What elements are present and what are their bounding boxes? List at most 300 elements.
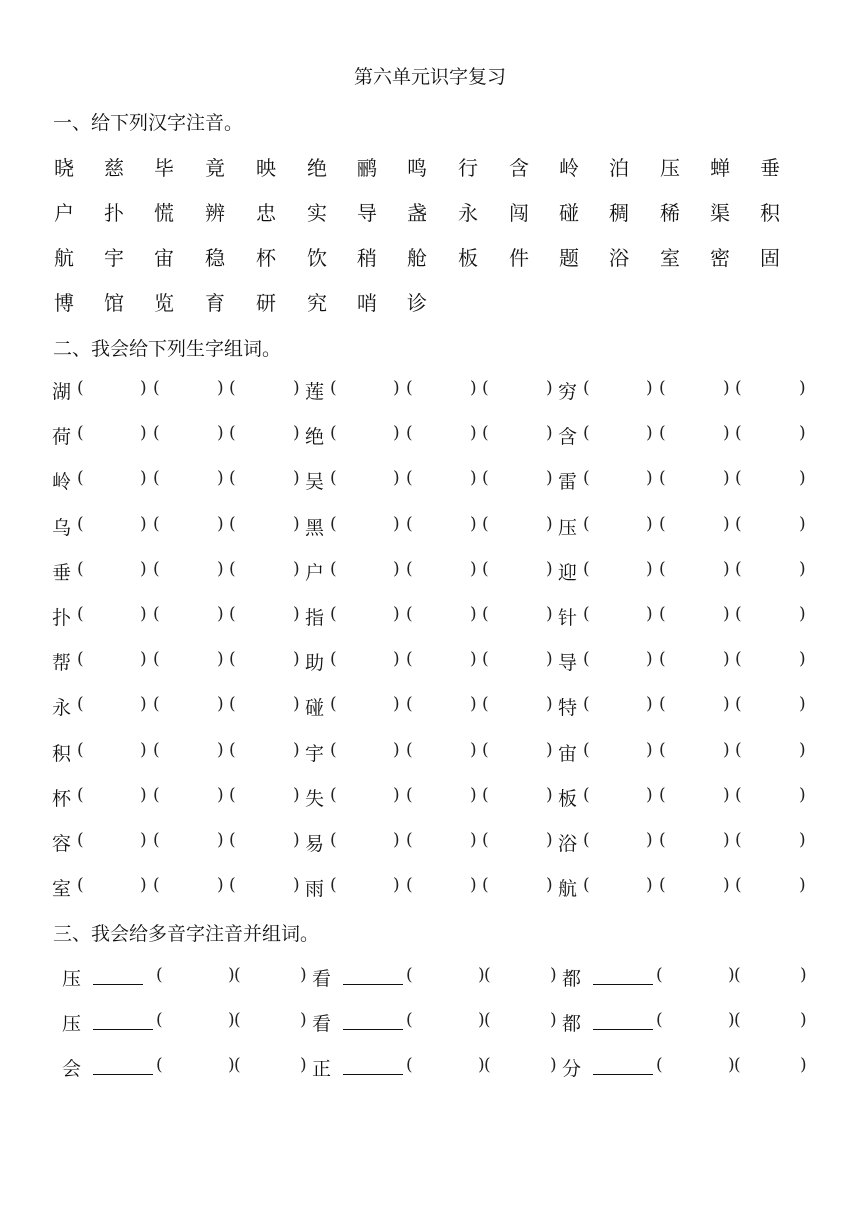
open-paren: ( [482, 830, 489, 850]
answer-blank[interactable] [342, 786, 389, 808]
answer-blank[interactable] [165, 469, 213, 491]
answer-blank[interactable] [241, 831, 289, 853]
word-answer-blank[interactable] [246, 1011, 296, 1033]
answer-blank[interactable] [165, 424, 213, 446]
answer-blank[interactable] [418, 876, 466, 898]
word-answer-blank[interactable] [168, 1011, 224, 1033]
close-paren: ) [546, 423, 553, 443]
close-paren: ) [799, 604, 806, 624]
open-paren: ( [77, 378, 84, 398]
pinyin-blank[interactable] [93, 1029, 153, 1030]
close-paren: ) [799, 559, 806, 579]
answer-blank[interactable] [595, 786, 642, 808]
open-paren: ( [229, 785, 236, 805]
word-answer-blank[interactable] [668, 1056, 724, 1078]
open-paren: ( [482, 514, 489, 534]
close-paren: ) [646, 468, 653, 488]
answer-blank[interactable] [342, 469, 389, 491]
answer-blank[interactable] [418, 424, 466, 446]
answer-blank[interactable] [418, 469, 466, 491]
word-answer-blank[interactable] [496, 966, 546, 988]
answer-blank[interactable] [342, 605, 389, 627]
character-item: 毕 [154, 156, 174, 180]
answer-blank[interactable] [241, 695, 289, 717]
character-item: 导 [357, 201, 377, 225]
answer-blank[interactable] [595, 379, 642, 401]
answer-blank[interactable] [418, 650, 466, 672]
answer-blank[interactable] [165, 560, 213, 582]
answer-blank[interactable] [747, 424, 795, 446]
answer-blank[interactable] [165, 605, 213, 627]
answer-blank[interactable] [89, 560, 136, 582]
open-paren: ( [77, 423, 84, 443]
answer-blank[interactable] [165, 831, 213, 853]
answer-blank[interactable] [671, 469, 719, 491]
answer-blank[interactable] [342, 379, 389, 401]
answer-blank[interactable] [747, 469, 795, 491]
answer-blank[interactable] [241, 560, 289, 582]
answer-blank[interactable] [595, 876, 642, 898]
target-character: 黑 [305, 517, 325, 539]
word-group-row [0, 603, 860, 631]
answer-blank[interactable] [342, 741, 389, 763]
character-item: 蝉 [710, 156, 730, 180]
close-paren: ) [546, 694, 553, 714]
close-paren: ) [470, 740, 477, 760]
target-character: 失 [305, 788, 325, 810]
close-paren: ) [799, 378, 806, 398]
open-paren: ( [583, 514, 590, 534]
open-paren: ( [330, 514, 337, 534]
answer-blank[interactable] [241, 786, 289, 808]
answer-blank[interactable] [494, 650, 542, 672]
answer-blank[interactable] [595, 605, 642, 627]
open-paren: ( [229, 830, 236, 850]
open-paren: ( [77, 604, 84, 624]
close-paren: ) [723, 423, 730, 443]
open-paren: ( [153, 423, 160, 443]
answer-blank[interactable] [595, 650, 642, 672]
target-character: 绝 [305, 426, 325, 448]
answer-blank[interactable] [418, 786, 466, 808]
close-paren: ) [800, 1010, 807, 1030]
answer-blank[interactable] [595, 560, 642, 582]
answer-blank[interactable] [747, 831, 795, 853]
answer-blank[interactable] [342, 560, 389, 582]
character-item: 究 [307, 291, 327, 315]
polyphonic-row [0, 964, 860, 992]
open-paren: ( [156, 1055, 163, 1075]
answer-blank[interactable] [89, 515, 136, 537]
open-paren: ( [156, 965, 163, 985]
open-paren: ( [153, 694, 160, 714]
word-answer-blank[interactable] [418, 1011, 474, 1033]
polyphonic-character: 看 [312, 1013, 332, 1035]
answer-blank[interactable] [89, 786, 136, 808]
word-answer-blank[interactable] [496, 1056, 546, 1078]
open-paren: ( [77, 649, 84, 669]
close-paren: ) [646, 785, 653, 805]
character-item: 慈 [104, 156, 124, 180]
open-paren: ( [659, 468, 666, 488]
open-paren: ( [330, 649, 337, 669]
section-1-heading: 一、给下列汉字注音。 [53, 112, 244, 134]
close-paren: ) [293, 423, 300, 443]
close-paren: ) [799, 423, 806, 443]
answer-blank[interactable] [89, 605, 136, 627]
open-paren: ( [330, 740, 337, 760]
open-paren: ( [735, 785, 742, 805]
word-answer-blank[interactable] [246, 1056, 296, 1078]
answer-blank[interactable] [494, 831, 542, 853]
character-item: 览 [154, 291, 174, 315]
open-paren: ( [234, 965, 241, 985]
open-paren: ( [482, 468, 489, 488]
section-2-heading: 二、我会给下列生字组词。 [53, 338, 282, 360]
open-paren: ( [406, 604, 413, 624]
answer-blank[interactable] [89, 695, 136, 717]
open-paren: ( [406, 785, 413, 805]
open-paren: ( [406, 875, 413, 895]
answer-blank[interactable] [89, 469, 136, 491]
answer-blank[interactable] [165, 515, 213, 537]
close-paren: ) [470, 514, 477, 534]
answer-blank[interactable] [418, 695, 466, 717]
close-paren: ) [800, 1055, 807, 1075]
character-item: 实 [307, 201, 327, 225]
open-paren: ( [153, 378, 160, 398]
answer-blank[interactable] [595, 469, 642, 491]
close-paren: ) [646, 649, 653, 669]
character-item: 行 [458, 156, 478, 180]
open-paren: ( [482, 740, 489, 760]
answer-blank[interactable] [494, 515, 542, 537]
open-paren: ( [583, 875, 590, 895]
close-paren: ) [217, 423, 224, 443]
character-item: 稀 [660, 201, 680, 225]
answer-blank[interactable] [494, 469, 542, 491]
close-paren: ) [723, 785, 730, 805]
close-paren: ) [393, 875, 400, 895]
close-paren: ) [646, 423, 653, 443]
character-item: 鹂 [357, 156, 377, 180]
character-item: 育 [205, 291, 225, 315]
close-paren: ) [393, 694, 400, 714]
character-item: 杯 [256, 246, 276, 270]
answer-blank[interactable] [671, 831, 719, 853]
open-paren: ( [229, 468, 236, 488]
polyphonic-character: 会 [62, 1058, 82, 1080]
open-paren: ( [406, 830, 413, 850]
pinyin-blank[interactable] [343, 1074, 403, 1075]
answer-blank[interactable] [342, 515, 389, 537]
word-answer-blank[interactable] [168, 1056, 224, 1078]
answer-blank[interactable] [671, 741, 719, 763]
target-character: 吴 [305, 471, 325, 493]
close-paren: ) [646, 559, 653, 579]
close-paren: ) [393, 649, 400, 669]
target-character: 助 [305, 652, 325, 674]
answer-blank[interactable] [89, 379, 136, 401]
character-item: 绝 [307, 156, 327, 180]
close-paren: ) [546, 740, 553, 760]
close-paren: ) [799, 694, 806, 714]
answer-blank[interactable] [494, 605, 542, 627]
close-paren: ) [646, 875, 653, 895]
close-paren: ) [470, 830, 477, 850]
open-paren: ( [153, 830, 160, 850]
answer-blank[interactable] [89, 831, 136, 853]
character-item: 映 [256, 156, 276, 180]
open-paren: ( [659, 423, 666, 443]
target-character: 杯 [52, 788, 72, 810]
pinyin-blank[interactable] [93, 1074, 153, 1075]
open-paren: ( [406, 694, 413, 714]
answer-blank[interactable] [241, 469, 289, 491]
close-paren: ) [293, 604, 300, 624]
target-character: 户 [305, 562, 325, 584]
polyphonic-character: 分 [562, 1058, 582, 1080]
open-paren: ( [406, 1010, 413, 1030]
answer-blank[interactable] [89, 424, 136, 446]
close-paren: ) [470, 378, 477, 398]
close-paren: ) [799, 468, 806, 488]
answer-blank[interactable] [671, 515, 719, 537]
answer-blank[interactable] [342, 831, 389, 853]
character-item: 含 [509, 156, 529, 180]
word-answer-blank[interactable] [496, 1011, 546, 1033]
word-group-row [0, 513, 860, 541]
answer-blank[interactable] [165, 741, 213, 763]
word-answer-blank[interactable] [418, 966, 474, 988]
close-paren: ) [723, 649, 730, 669]
close-paren: ) [799, 830, 806, 850]
close-paren: ) [723, 694, 730, 714]
answer-blank[interactable] [494, 379, 542, 401]
answer-blank[interactable] [342, 695, 389, 717]
character-row [0, 287, 860, 315]
target-character: 含 [558, 426, 578, 448]
close-paren: ) [546, 559, 553, 579]
open-paren: ( [659, 740, 666, 760]
word-answer-blank[interactable] [746, 1056, 796, 1078]
answer-blank[interactable] [595, 695, 642, 717]
answer-blank[interactable] [747, 560, 795, 582]
open-paren: ( [330, 559, 337, 579]
close-paren: ) [293, 468, 300, 488]
word-answer-blank[interactable] [246, 966, 296, 988]
answer-blank[interactable] [595, 424, 642, 446]
answer-blank[interactable] [241, 741, 289, 763]
close-paren: ) [217, 875, 224, 895]
close-paren: ) [140, 875, 147, 895]
answer-blank[interactable] [418, 741, 466, 763]
answer-blank[interactable] [671, 695, 719, 717]
word-answer-blank[interactable] [668, 966, 724, 988]
close-paren: ) [217, 830, 224, 850]
character-row [0, 152, 860, 180]
answer-blank[interactable] [89, 876, 136, 898]
open-paren: ( [735, 423, 742, 443]
answer-blank[interactable] [671, 876, 719, 898]
answer-blank[interactable] [89, 650, 136, 672]
close-paren: ) [470, 649, 477, 669]
close-paren: ) [217, 468, 224, 488]
close-paren: ) [723, 875, 730, 895]
answer-blank[interactable] [494, 786, 542, 808]
answer-blank[interactable] [165, 876, 213, 898]
close-paren: ) [140, 694, 147, 714]
close-paren: ) [393, 514, 400, 534]
answer-blank[interactable] [747, 605, 795, 627]
close-paren: ) [217, 378, 224, 398]
answer-blank[interactable] [418, 605, 466, 627]
close-paren: ) [646, 378, 653, 398]
character-item: 馆 [104, 291, 124, 315]
answer-blank[interactable] [241, 876, 289, 898]
close-paren: ) [293, 559, 300, 579]
open-paren: ( [656, 965, 663, 985]
word-answer-blank[interactable] [746, 966, 796, 988]
answer-blank[interactable] [241, 424, 289, 446]
word-answer-blank[interactable] [746, 1011, 796, 1033]
word-group-row [0, 648, 860, 676]
answer-blank[interactable] [241, 515, 289, 537]
answer-blank[interactable] [342, 650, 389, 672]
answer-blank[interactable] [342, 876, 389, 898]
word-answer-blank[interactable] [668, 1011, 724, 1033]
character-item: 研 [256, 291, 276, 315]
word-answer-blank[interactable] [168, 966, 224, 988]
answer-blank[interactable] [671, 379, 719, 401]
open-paren: ( [659, 785, 666, 805]
answer-blank[interactable] [747, 786, 795, 808]
answer-blank[interactable] [418, 831, 466, 853]
character-item: 博 [54, 291, 74, 315]
close-paren: ) [140, 514, 147, 534]
close-paren: ) [470, 468, 477, 488]
close-paren: ) [546, 785, 553, 805]
close-paren: ) [140, 423, 147, 443]
answer-blank[interactable] [494, 741, 542, 763]
word-answer-blank[interactable] [418, 1056, 474, 1078]
close-paren: ) [228, 1010, 235, 1030]
close-paren: ) [546, 514, 553, 534]
answer-blank[interactable] [671, 650, 719, 672]
character-item: 渠 [710, 201, 730, 225]
answer-blank[interactable] [241, 650, 289, 672]
answer-blank[interactable] [165, 379, 213, 401]
open-paren: ( [330, 694, 337, 714]
answer-blank[interactable] [241, 605, 289, 627]
pinyin-blank[interactable] [343, 1029, 403, 1030]
character-item: 稳 [205, 246, 225, 270]
close-paren: ) [728, 1010, 735, 1030]
close-paren: ) [393, 785, 400, 805]
answer-blank[interactable] [165, 786, 213, 808]
character-item: 垂 [760, 156, 780, 180]
target-character: 扑 [52, 607, 72, 629]
open-paren: ( [406, 378, 413, 398]
open-paren: ( [735, 740, 742, 760]
answer-blank[interactable] [494, 876, 542, 898]
close-paren: ) [140, 559, 147, 579]
answer-blank[interactable] [595, 515, 642, 537]
character-item: 宙 [154, 246, 174, 270]
answer-blank[interactable] [747, 650, 795, 672]
open-paren: ( [229, 694, 236, 714]
answer-blank[interactable] [342, 424, 389, 446]
answer-blank[interactable] [671, 605, 719, 627]
answer-blank[interactable] [595, 741, 642, 763]
answer-blank[interactable] [241, 379, 289, 401]
open-paren: ( [77, 694, 84, 714]
character-item: 密 [710, 246, 730, 270]
answer-blank[interactable] [494, 695, 542, 717]
answer-blank[interactable] [747, 379, 795, 401]
answer-blank[interactable] [418, 515, 466, 537]
answer-blank[interactable] [747, 695, 795, 717]
target-character: 室 [52, 878, 72, 900]
target-character: 乌 [52, 517, 72, 539]
answer-blank[interactable] [494, 560, 542, 582]
answer-blank[interactable] [418, 379, 466, 401]
open-paren: ( [583, 740, 590, 760]
open-paren: ( [406, 1055, 413, 1075]
close-paren: ) [470, 559, 477, 579]
open-paren: ( [734, 965, 741, 985]
close-paren: ) [723, 378, 730, 398]
close-paren: ) [723, 468, 730, 488]
answer-blank[interactable] [747, 741, 795, 763]
pinyin-blank[interactable] [93, 984, 143, 985]
answer-blank[interactable] [165, 695, 213, 717]
close-paren: ) [300, 965, 307, 985]
open-paren: ( [659, 604, 666, 624]
pinyin-blank[interactable] [343, 984, 403, 985]
open-paren: ( [583, 559, 590, 579]
character-item: 碰 [559, 201, 579, 225]
answer-blank[interactable] [418, 560, 466, 582]
answer-blank[interactable] [671, 560, 719, 582]
open-paren: ( [406, 965, 413, 985]
open-paren: ( [406, 649, 413, 669]
answer-blank[interactable] [165, 650, 213, 672]
pinyin-blank[interactable] [593, 1074, 653, 1075]
pinyin-blank[interactable] [593, 1029, 653, 1030]
character-row [0, 242, 860, 270]
open-paren: ( [583, 830, 590, 850]
open-paren: ( [330, 785, 337, 805]
target-character: 雨 [305, 878, 325, 900]
target-character: 压 [558, 517, 578, 539]
close-paren: ) [800, 965, 807, 985]
character-item: 户 [54, 201, 74, 225]
answer-blank[interactable] [494, 424, 542, 446]
answer-blank[interactable] [671, 786, 719, 808]
close-paren: ) [646, 830, 653, 850]
answer-blank[interactable] [747, 876, 795, 898]
close-paren: ) [550, 1010, 557, 1030]
answer-blank[interactable] [671, 424, 719, 446]
answer-blank[interactable] [595, 831, 642, 853]
pinyin-blank[interactable] [593, 984, 653, 985]
answer-blank[interactable] [747, 515, 795, 537]
answer-blank[interactable] [89, 741, 136, 763]
close-paren: ) [217, 649, 224, 669]
close-paren: ) [293, 378, 300, 398]
close-paren: ) [300, 1055, 307, 1075]
